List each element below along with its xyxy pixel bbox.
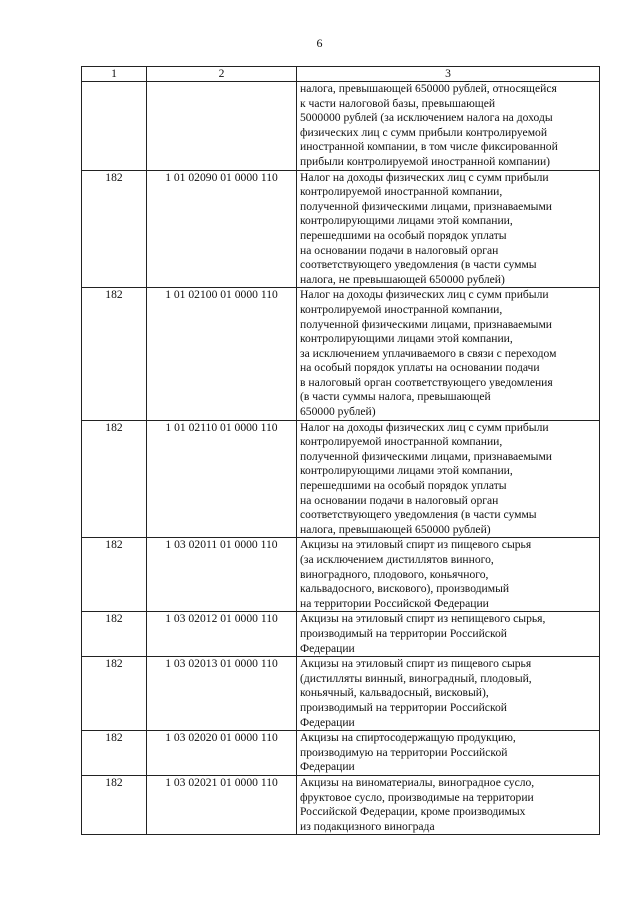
admin-code-cell: 182 — [82, 420, 147, 538]
description-line: Акцизы на виноматериалы, виноградное сусло, — [300, 775, 535, 789]
admin-code-cell: 182 — [82, 731, 147, 776]
description-line: на основании подачи в налоговый орган — [300, 243, 499, 257]
description-line: Федерации — [300, 641, 355, 655]
description-line: Налог на доходы физических лиц с сумм прибыли — [300, 420, 549, 434]
description-line: контролирующими лицами этой компании, — [300, 332, 513, 346]
description-line: налога, не превышающей 650000 рублей) — [300, 272, 505, 286]
budget-code-cell: 1 03 02021 01 0000 110 — [147, 775, 297, 834]
description-line: производимый на территории Российской — [300, 626, 507, 640]
description-line: перешедшими на особый порядок уплаты — [300, 228, 507, 242]
description-line: контролирующими лицами этой компании, — [300, 464, 513, 478]
description-line: (за исключением дистиллятов винного, — [300, 553, 494, 566]
description-line: налога, превышающей 650000 рублей) — [300, 522, 491, 536]
description-cell — [297, 731, 600, 776]
budget-classification-table — [81, 66, 600, 835]
admin-code-cell: 182 — [82, 775, 147, 834]
description-line: 650000 рублей) — [300, 405, 376, 419]
budget-code-cell: 1 01 02110 01 0000 110 — [147, 420, 297, 538]
budget-code-cell: 1 01 02100 01 0000 110 — [147, 288, 297, 420]
description-line: перешедшими на особый порядок уплаты — [300, 479, 507, 493]
description-line: Акцизы на этиловый спирт из пищевого сырья — [300, 538, 532, 552]
description-line: Налог на доходы физических лиц с сумм прибыли — [300, 288, 549, 302]
table-row — [82, 775, 600, 834]
description-line: контролируемой иностранной компании, — [300, 302, 503, 316]
budget-code-cell: 1 03 02011 01 0000 110 — [147, 538, 297, 612]
description-line: 5000000 рублей (за исключением налога на доходы — [300, 111, 553, 125]
description-line: Российской Федерации, кроме производимых — [300, 805, 526, 819]
admin-code-cell: 182 — [82, 657, 147, 731]
table-row — [82, 288, 600, 420]
description-line: за исключением уплачиваемого в связи с переходом — [300, 346, 557, 360]
description-line: производимый на территории Российской — [300, 700, 507, 714]
description-line: в налоговый орган соответствующего уведомления — [300, 375, 553, 389]
description-line: полученной физическими лицами, признаваемыми — [300, 317, 552, 331]
description-line: виноградного, плодового, коньячного, — [300, 567, 489, 581]
description-line: физических лиц с сумм прибыли контролируемой — [300, 125, 548, 139]
table-row — [82, 657, 600, 731]
description-cell — [297, 82, 600, 171]
description-line: Федерации — [300, 715, 355, 729]
description-cell — [297, 288, 600, 420]
description-cell — [297, 538, 600, 612]
table-row — [82, 538, 600, 612]
description-line: из подакцизного винограда — [300, 819, 435, 833]
budget-code-cell: 1 03 02012 01 0000 110 — [147, 612, 297, 657]
page-number: 6 — [316, 36, 323, 50]
table-row — [82, 731, 600, 776]
column-header-3: 3 — [297, 67, 600, 82]
description-line: на особый порядок уплаты на основании подачи — [300, 361, 540, 375]
description-line: полученной физическими лицами, признаваемыми — [300, 199, 552, 213]
description-line: полученной физическими лицами, признаваемыми — [300, 449, 552, 463]
table-body — [82, 82, 600, 835]
description-line: прибыли контролируемой иностранной компании) — [300, 154, 551, 168]
budget-code-cell: 1 03 02013 01 0000 110 — [147, 657, 297, 731]
admin-code-cell: 182 — [82, 538, 147, 612]
description-line: (в части суммы налога, превышающей — [300, 390, 491, 404]
budget-code-cell — [147, 82, 297, 171]
description-line: фруктовое сусло, производимые на территории — [300, 790, 534, 804]
description-line: коньячный, кальвадосный, висковый), — [300, 686, 489, 700]
table-row — [82, 82, 600, 171]
admin-code-cell: 182 — [82, 612, 147, 657]
description-line: Акцизы на спиртосодержащую продукцию, — [300, 731, 516, 745]
description-line: контролируемой иностранной компании, — [300, 435, 503, 449]
table-row — [82, 612, 600, 657]
description-line: налога, превышающей 650000 рублей, относящейся — [300, 82, 557, 95]
description-line: Федерации — [300, 760, 355, 774]
description-line: контролируемой иностранной компании, — [300, 185, 503, 199]
admin-code-cell — [82, 82, 147, 171]
description-cell — [297, 612, 600, 657]
description-line: соответствующего уведомления (в части суммы — [300, 258, 537, 272]
description-line: на основании подачи в налоговый орган — [300, 493, 499, 507]
table-row — [82, 420, 600, 538]
description-line: (дистилляты винный, виноградный, плодовый, — [300, 671, 532, 685]
description-line: кальвадосного, вискового), производимый — [300, 582, 510, 596]
description-line: Налог на доходы физических лиц с сумм прибыли — [300, 170, 549, 184]
admin-code-cell: 182 — [82, 288, 147, 420]
description-cell — [297, 657, 600, 731]
budget-code-cell: 1 01 02090 01 0000 110 — [147, 170, 297, 288]
description-line: соответствующего уведомления (в части суммы — [300, 508, 537, 522]
description-line: Акцизы на этиловый спирт из пищевого сырья — [300, 657, 532, 671]
description-line: на территории Российской Федерации — [300, 596, 489, 610]
budget-code-cell: 1 03 02020 01 0000 110 — [147, 731, 297, 776]
description-line: производимую на территории Российской — [300, 745, 508, 759]
description-cell — [297, 775, 600, 834]
description-line: контролирующими лицами этой компании, — [300, 214, 513, 228]
column-header-1: 1 — [82, 67, 147, 82]
table-row — [82, 170, 600, 288]
description-line: иностранной компании, в том числе фиксированной — [300, 140, 558, 154]
column-header-2: 2 — [147, 67, 297, 82]
admin-code-cell: 182 — [82, 170, 147, 288]
table-header-row — [82, 67, 600, 82]
description-line: Акцизы на этиловый спирт из непищевого сырья, — [300, 612, 546, 626]
description-line: к части налоговой базы, превышающей — [300, 96, 496, 110]
description-cell — [297, 420, 600, 538]
description-cell — [297, 170, 600, 288]
